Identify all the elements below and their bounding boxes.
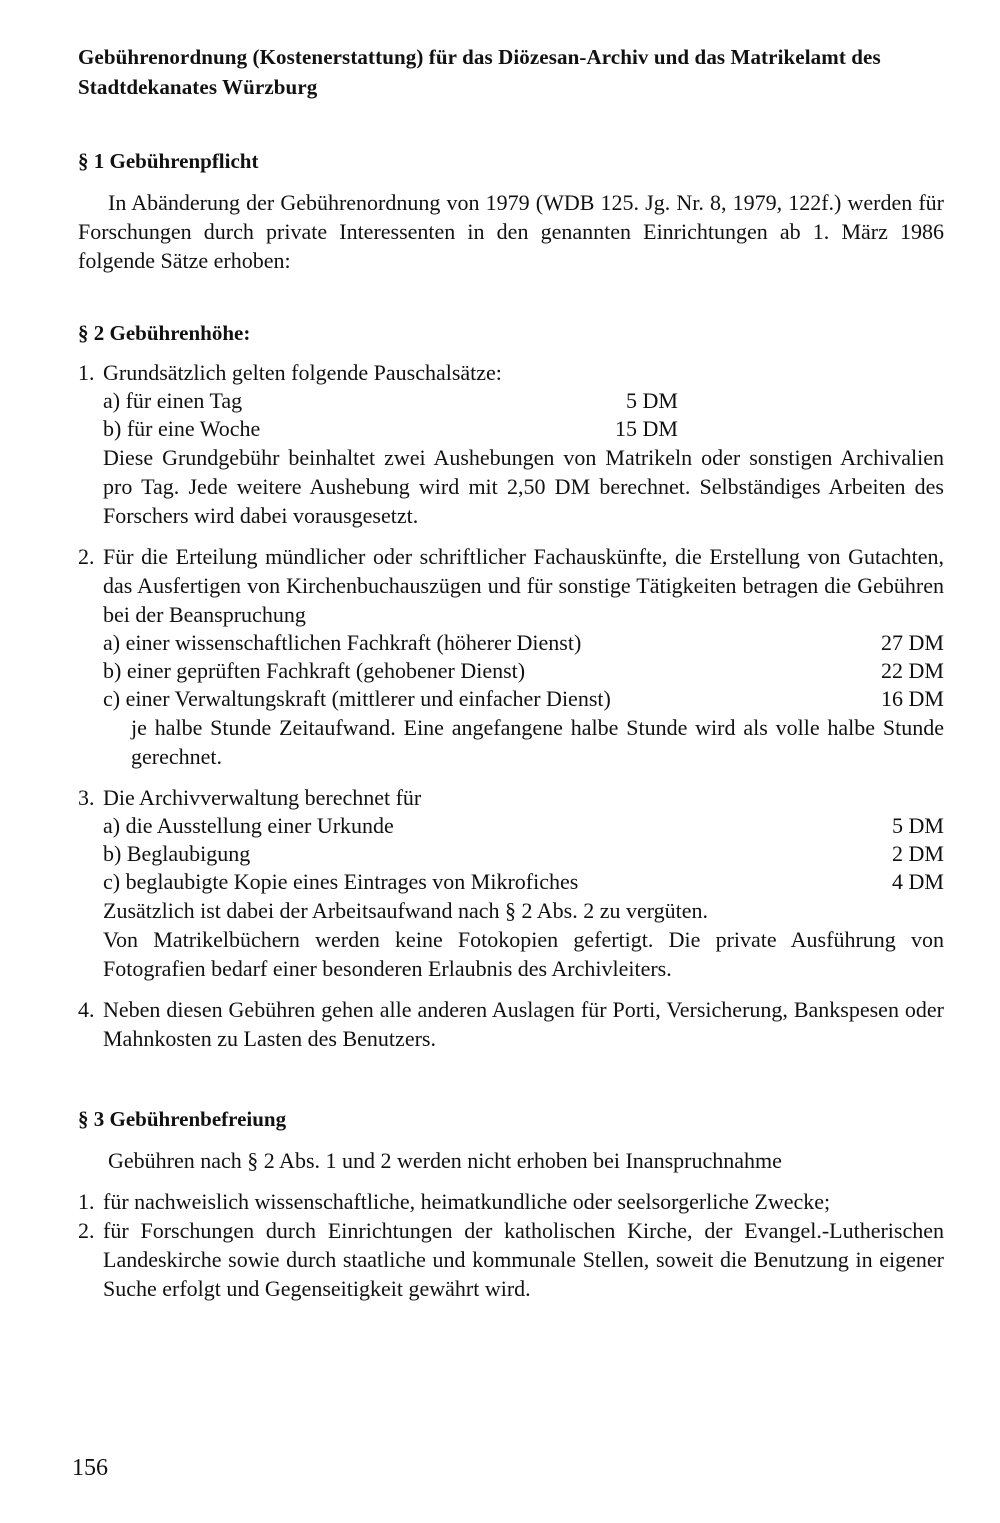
section-3-item-2: [78, 1216, 944, 1303]
rate-amount: 5 DM: [892, 813, 944, 838]
rate-amount: 27 DM: [881, 630, 944, 655]
document-title: Gebührenordnung (Kostenerstattung) für das Diözesan-Archiv und das Matrikelamt des Stadtdekanates Würzburg: [78, 45, 881, 99]
rate-row: [103, 685, 944, 713]
rate-label: b) Beglaubigung: [103, 841, 251, 866]
item-intro: Die Archivverwaltung berechnet für: [103, 785, 422, 810]
section-3-item-1: [78, 1187, 944, 1216]
section-1-text: In Abänderung der Gebührenordnung von 1979 (WDB 125. Jg. Nr. 8, 1979, 122f.) werden für Forschungen durch private Interessenten in den genannten Einrichtungen ab 1. März 1986 folgende Sätze erhoben:: [78, 190, 944, 273]
rate-amount: 2 DM: [892, 841, 944, 866]
item-number: 2.: [78, 544, 95, 569]
section-2-item-2: [78, 542, 944, 771]
rate-label: a) die Ausstellung einer Urkunde: [103, 813, 394, 838]
rate-row: [103, 840, 944, 868]
rate-label: a) einer wissenschaftlichen Fachkraft (höherer Dienst): [103, 630, 582, 655]
item-number: 4.: [78, 997, 95, 1022]
section-1-heading: § 1 Gebührenpflicht: [78, 149, 259, 173]
rate-amount: 5 DM: [626, 388, 678, 413]
item-text: Diese Grundgebühr beinhaltet zwei Aushebungen von Matrikeln oder sonstigen Archivalien pro Tag. Jede weitere Aushebung wird mit 2,50 DM berechnet. Selbständiges Arbeiten des Forschers wird dabei vorausgesetzt.: [103, 445, 944, 528]
section-2-item-3: [78, 783, 944, 983]
section-2-item-1: [78, 358, 944, 530]
rate-label: c) beglaubigte Kopie eines Eintrages von Mikrofiches: [103, 869, 579, 894]
item-number: 1.: [78, 1189, 95, 1214]
rate-row: [103, 657, 944, 685]
section-3-list: [78, 1187, 944, 1303]
item-number: 3.: [78, 785, 95, 810]
item-number: 2.: [78, 1218, 95, 1243]
item-text: Neben diesen Gebühren gehen alle anderen Auslagen für Porti, Versicherung, Bankspesen oder Mahnkosten zu Lasten des Benutzers.: [103, 997, 944, 1051]
rate-row: [103, 415, 678, 443]
rate-row: [103, 629, 944, 657]
item-text: für Forschungen durch Einrichtungen der katholischen Kirche, der Evangel.-Lutherischen Landeskirche sowie durch staatliche und kommunale Stellen, soweit die Benutzung in eigener Suche erfolgt und Gegenseitigkeit gewährt wird.: [103, 1218, 944, 1301]
item-text: Zusätzlich ist dabei der Arbeitsaufwand nach § 2 Abs. 2 zu vergüten.: [103, 898, 709, 923]
rate-row: [103, 812, 944, 840]
section-2-list: [78, 358, 944, 1053]
rate-row: [103, 868, 944, 896]
rate-label: a) für einen Tag: [103, 388, 243, 413]
item-text: je halbe Stunde Zeitaufwand. Eine angefangene halbe Stunde wird als volle halbe Stunde gerechnet.: [131, 715, 944, 769]
document-page: [78, 42, 944, 1303]
item-intro: Grundsätzlich gelten folgende Pauschalsätze:: [103, 360, 502, 385]
section-3-text: Gebühren nach § 2 Abs. 1 und 2 werden nicht erhoben bei Inanspruchnahme: [108, 1148, 782, 1173]
section-2-heading: § 2 Gebührenhöhe:: [78, 321, 251, 345]
item-text: für nachweislich wissenschaftliche, heimatkundliche oder seelsorgerliche Zwecke;: [103, 1189, 831, 1214]
section-3-heading: § 3 Gebührenbefreiung: [78, 1107, 287, 1131]
item-intro: Für die Erteilung mündlicher oder schriftlicher Fachauskünfte, die Erstellung von Gutachten, das Ausfertigen von Kirchenbuchauszügen und für sonstige Tätigkeiten betragen die Gebühren bei der Beanspruchung: [103, 544, 944, 627]
rate-label: b) für eine Woche: [103, 416, 261, 441]
rate-amount: 15 DM: [615, 416, 678, 441]
page-number: 156: [72, 1455, 108, 1481]
rate-amount: 16 DM: [881, 686, 944, 711]
rate-amount: 22 DM: [881, 658, 944, 683]
rate-row: [103, 387, 678, 415]
rate-label: b) einer geprüften Fachkraft (gehobener Dienst): [103, 658, 526, 683]
section-2-item-4: [78, 995, 944, 1053]
item-text: Von Matrikelbüchern werden keine Fotokopien gefertigt. Die private Ausführung von Fotografien bedarf einer besonderen Erlaubnis des Archivleiters.: [103, 927, 944, 981]
rate-amount: 4 DM: [892, 869, 944, 894]
item-number: 1.: [78, 360, 95, 385]
rate-label: c) einer Verwaltungskraft (mittlerer und einfacher Dienst): [103, 686, 611, 711]
